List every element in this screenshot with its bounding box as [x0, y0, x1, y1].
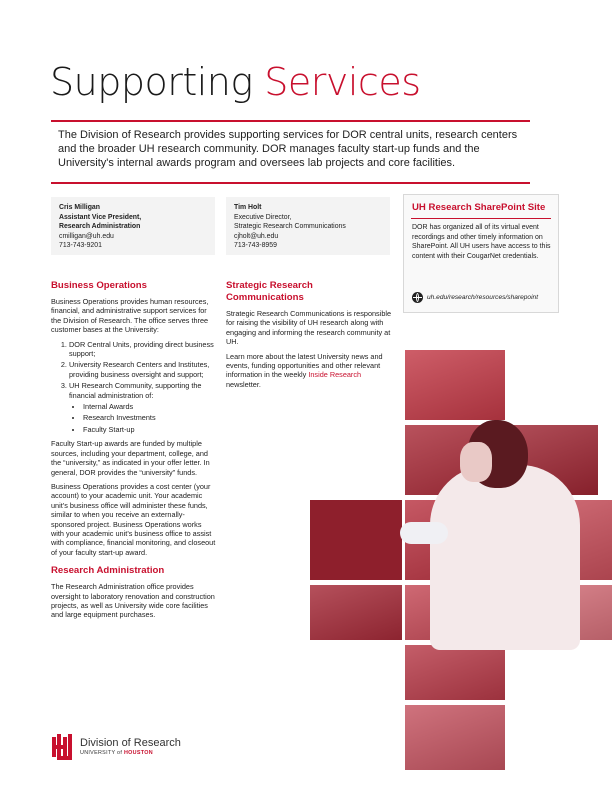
sublist-item: • Internal Awards — [83, 402, 216, 411]
business-operations-intro: Business Operations provides human resources, financial, and administrative support services for the Division of Research. The office serves three customer bases at the University: — [51, 297, 209, 335]
contact-title: Executive Director, — [234, 213, 292, 221]
contact-title: Research Administration — [59, 223, 141, 231]
photo-tile — [405, 645, 505, 700]
uh-interlocking-icon — [51, 734, 73, 760]
heading-line: Communications — [226, 292, 304, 303]
scientist-face — [460, 442, 492, 482]
list-item: 1. DOR Central Units, providing direct business support; — [69, 340, 216, 359]
photo-tile — [405, 705, 505, 770]
contact-name: Cris Milligan — [59, 204, 100, 211]
page-title — [50, 60, 421, 104]
left-column — [51, 280, 216, 620]
contact-title: Strategic Research Communications — [234, 223, 346, 231]
customer-list — [51, 340, 216, 435]
globe-icon — [412, 292, 423, 303]
contact-title: Assistant Vice President, — [59, 213, 142, 221]
newsletter-text-post: newsletter. — [226, 379, 261, 389]
list-item-text: UH Research Community, supporting the financial administration of: — [69, 381, 202, 400]
university-name — [80, 750, 181, 757]
inside-research-link[interactable]: Inside Research — [308, 370, 362, 380]
contact-card-holt — [226, 197, 390, 255]
sharepoint-callout — [403, 194, 559, 313]
heading-line: Strategic Research — [226, 280, 313, 291]
financial-sublist — [69, 402, 216, 434]
research-administration-heading: Research Administration — [51, 565, 165, 577]
newsletter-text-pre: Learn more about the latest University news and events, funding opportunities and other relevant information in the weekly — [226, 351, 383, 380]
university-houston: HOUSTON — [123, 750, 153, 756]
intro-paragraph: The Division of Research provides supporting services for DOR central units, research centers and the broader UH research community. DOR manages faculty start-up funds and the University's internal awards program and oversees lab projects and core facilities. — [58, 129, 518, 169]
lab-coat-figure — [430, 465, 580, 650]
sublist-item: • Faculty Start-up — [83, 425, 216, 434]
sublist-item: • Research Investments — [83, 413, 216, 422]
list-item: 2. University Research Centers and Institutes, providing business oversight and support; — [69, 360, 216, 379]
contact-card-milligan — [51, 197, 215, 255]
research-administration-body: The Research Administration office provides oversight to laboratory renovation and construction projects, as well as University wide core facilities and large equipment purchases. — [51, 582, 215, 620]
business-operations-heading: Business Operations — [51, 280, 147, 291]
photo-tile — [310, 500, 402, 580]
lab-photo-mosaic — [310, 350, 612, 770]
strategic-communications-body: Strategic Research Communications is responsible for raising the visibility of UH research along with engaging and informing the research community at UH. — [226, 309, 392, 347]
sharepoint-title: UH Research SharePoint Site — [412, 202, 546, 213]
sharepoint-link[interactable] — [412, 292, 538, 303]
list-item — [69, 381, 216, 434]
photo-tile — [310, 585, 402, 640]
top-divider — [51, 120, 530, 122]
contact-email[interactable]: cjholt@uh.edu — [234, 232, 279, 240]
contact-phone: 713-743-9201 — [59, 242, 102, 250]
title-primary: Supporting — [50, 60, 253, 104]
uh-logo — [51, 734, 181, 760]
photo-tile — [405, 350, 505, 420]
sharepoint-body: DOR has organized all of its virtual event recordings and other timely information on SharePoint. All UH users have access to this content with their CougarNet credentials. — [412, 224, 551, 260]
contact-email[interactable]: cmilligan@uh.edu — [59, 232, 114, 240]
gloved-hand — [400, 522, 448, 544]
contact-phone: 713-743-8959 — [234, 242, 277, 250]
intro-divider — [51, 182, 530, 184]
cost-center-paragraph: Business Operations provides a cost center (your account) to your academic unit. Your academic unit’s business office will administer these funds, similar to when you receive an externally-sponsored project. Business Operations works with your academic unit’s business office to assist with compliance, financial monitoring, and closeout of your faculty start-up award. — [51, 481, 216, 557]
sharepoint-url[interactable]: uh.edu/research/resources/sharepoint — [427, 294, 539, 301]
title-accent: Services — [264, 60, 421, 104]
university-prefix: UNIVERSITY of — [80, 750, 123, 756]
contact-name: Tim Holt — [234, 204, 262, 211]
startup-paragraph: Faculty Start-up awards are funded by multiple sources, including your department, college, and the “university,” as indicated in your offer letter. In general, DOR provides the “university” funds. — [51, 439, 210, 477]
strategic-communications-heading — [226, 280, 394, 304]
sharepoint-divider — [411, 218, 551, 219]
division-name: Division of Research — [80, 737, 181, 749]
